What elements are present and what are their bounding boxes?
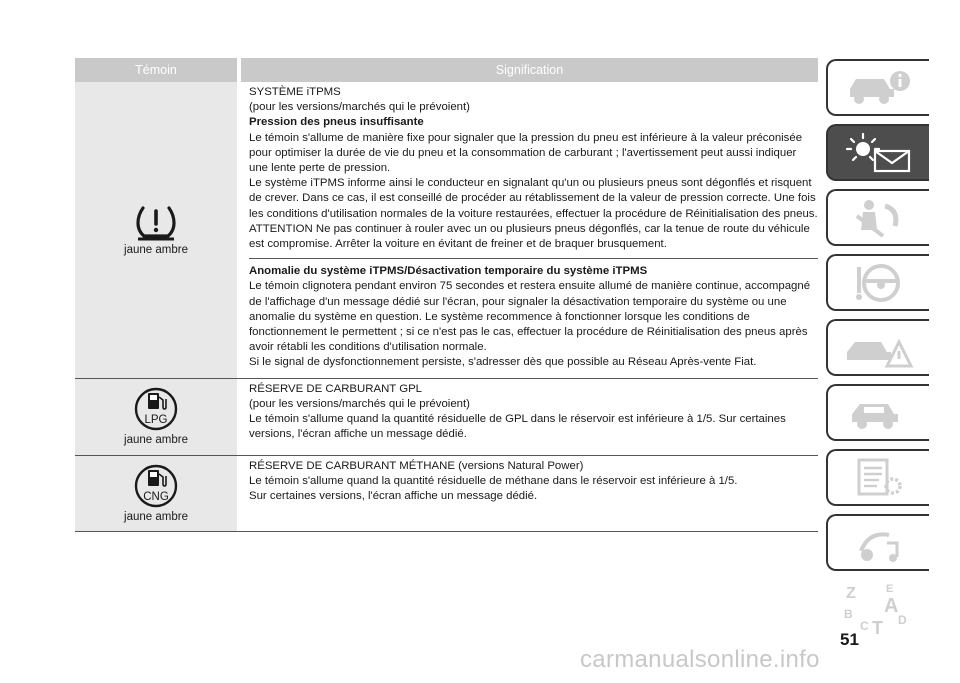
description-cell [237,82,818,378]
index-letter: D [897,612,907,627]
index-letter: T [871,617,883,636]
tab-driving[interactable] [826,254,929,311]
index-letter: Z [845,584,856,602]
indicator-cell [75,456,237,531]
chapter-tabs [826,59,929,644]
header-temoin: Témoin [135,63,177,77]
lpg-icon-text: LPG [144,414,168,427]
tpms-warning-icon [136,203,176,241]
cng-fuel-icon [134,464,178,508]
paragraph: Si le signal de dysfonctionnement persiste, s'adresser dès que possible au Réseau Après-vente Fiat. [249,356,757,369]
subheading: Anomalie du système iTPMS/Désactivation temporaire du système iTPMS [249,265,648,278]
description-cell [237,456,818,531]
description-cell [237,379,818,455]
warning-lights-table [75,58,818,532]
paragraph: Le système iTPMS informe ainsi le conducteur en signalant qu'un ou plusieurs pneus sont dégonflés et risquent de crever. Dans ce cas, il est conseillé de procéder au rétablissement de la valeur de pression correcte. Une fois les conditions d'utilisation normales de la voiture restaurées, effectuer la procédure de Réinitialisation des pneus. [249,177,818,220]
tab-technical-data[interactable] [826,449,929,506]
sub-section [249,258,818,370]
index-letter: E [885,582,893,595]
multimedia-icon [849,521,909,565]
paragraph: Le témoin s'allume quand la quantité résiduelle de méthane dans le réservoir est inférieure à 1/5. [249,474,738,487]
indicator-cell [75,82,237,378]
lpg-fuel-icon [134,387,178,431]
tab-car-info[interactable] [826,59,929,116]
paragraph: Le témoin clignotera pendant environ 75 secondes et restera ensuite allumé de manière continue, accompagné de l'affichage d'un message dédié sur l'écran, pour signaler la désactivation temporaire du système ou une anomalie du système en question. Le système recommence à fonctionner lorsque les conditions de fonctionnement le permettent ; si ce n'est pas le cas, effectuer la procédure de Réinitialisation des pneus après avoir rétabli les conditions d'utilisation normale. [249,280,811,354]
color-label: jaune ambre [124,244,188,257]
page-number: 51 [840,630,859,649]
section-title: SYSTÈME iTPMS [249,86,341,98]
tab-warning-lights[interactable] [826,124,929,181]
color-label: jaune ambre [124,434,188,447]
availability-note: (pour les versions/marchés qui le prévoient) [249,101,470,114]
table-row [75,82,818,379]
maintenance-icon [844,392,914,434]
tab-maintenance[interactable] [826,384,929,441]
driving-icon [849,261,909,305]
indicator-cell [75,379,237,455]
index-letter: B [843,606,853,621]
color-label: jaune ambre [124,510,188,523]
tab-multimedia[interactable] [826,514,929,571]
tab-safety[interactable] [826,189,929,246]
tab-emergency[interactable] [826,319,929,376]
table-row [75,379,818,456]
warning-lights-icon [841,131,917,175]
table-header [75,58,818,82]
subheading: Pression des pneus insuffisante [249,116,424,129]
index-letter: C [859,618,869,633]
section-title: RÉSERVE DE CARBURANT MÉTHANE (versions Natural Power) [249,459,584,472]
paragraph: ATTENTION Ne pas continuer à rouler avec un ou plusieurs pneus dégonflés, car la tenue de route du véhicule est compromise. Arrêter la voiture en évitant de freiner et de braquer brusquement. [249,222,810,251]
table-row [75,456,818,532]
section-title: RÉSERVE DE CARBURANT GPL [249,382,423,395]
paragraph: Sur certaines versions, l'écran affiche un message dédié. [249,490,538,503]
safety-icon [849,196,909,240]
index-letter: A [883,594,898,617]
header-signification: Signification [237,58,818,82]
paragraph: Le témoin s'allume de manière fixe pour signaler que la pression du pneu est inférieure à la valeur préconisée pour optimiser la durée de vie du pneu et la consommation de carburant ; l'avertissement peut aussi indiquer une lente perte de pression. [249,131,803,175]
tab-index[interactable] [826,579,929,636]
availability-note: (pour les versions/marchés qui le prévoient) [249,397,470,410]
index-icon [838,580,918,636]
technical-data-icon [849,456,909,500]
car-info-icon [844,67,914,109]
emergency-icon [843,326,915,370]
watermark: carmanualsonline.info [580,646,820,673]
paragraph: Le témoin s'allume quand la quantité résiduelle de GPL dans le réservoir est inférieure à 1/5. Sur certaines versions, l'écran affiche un message dédié. [249,413,786,441]
cng-icon-text: CNG [143,490,169,503]
